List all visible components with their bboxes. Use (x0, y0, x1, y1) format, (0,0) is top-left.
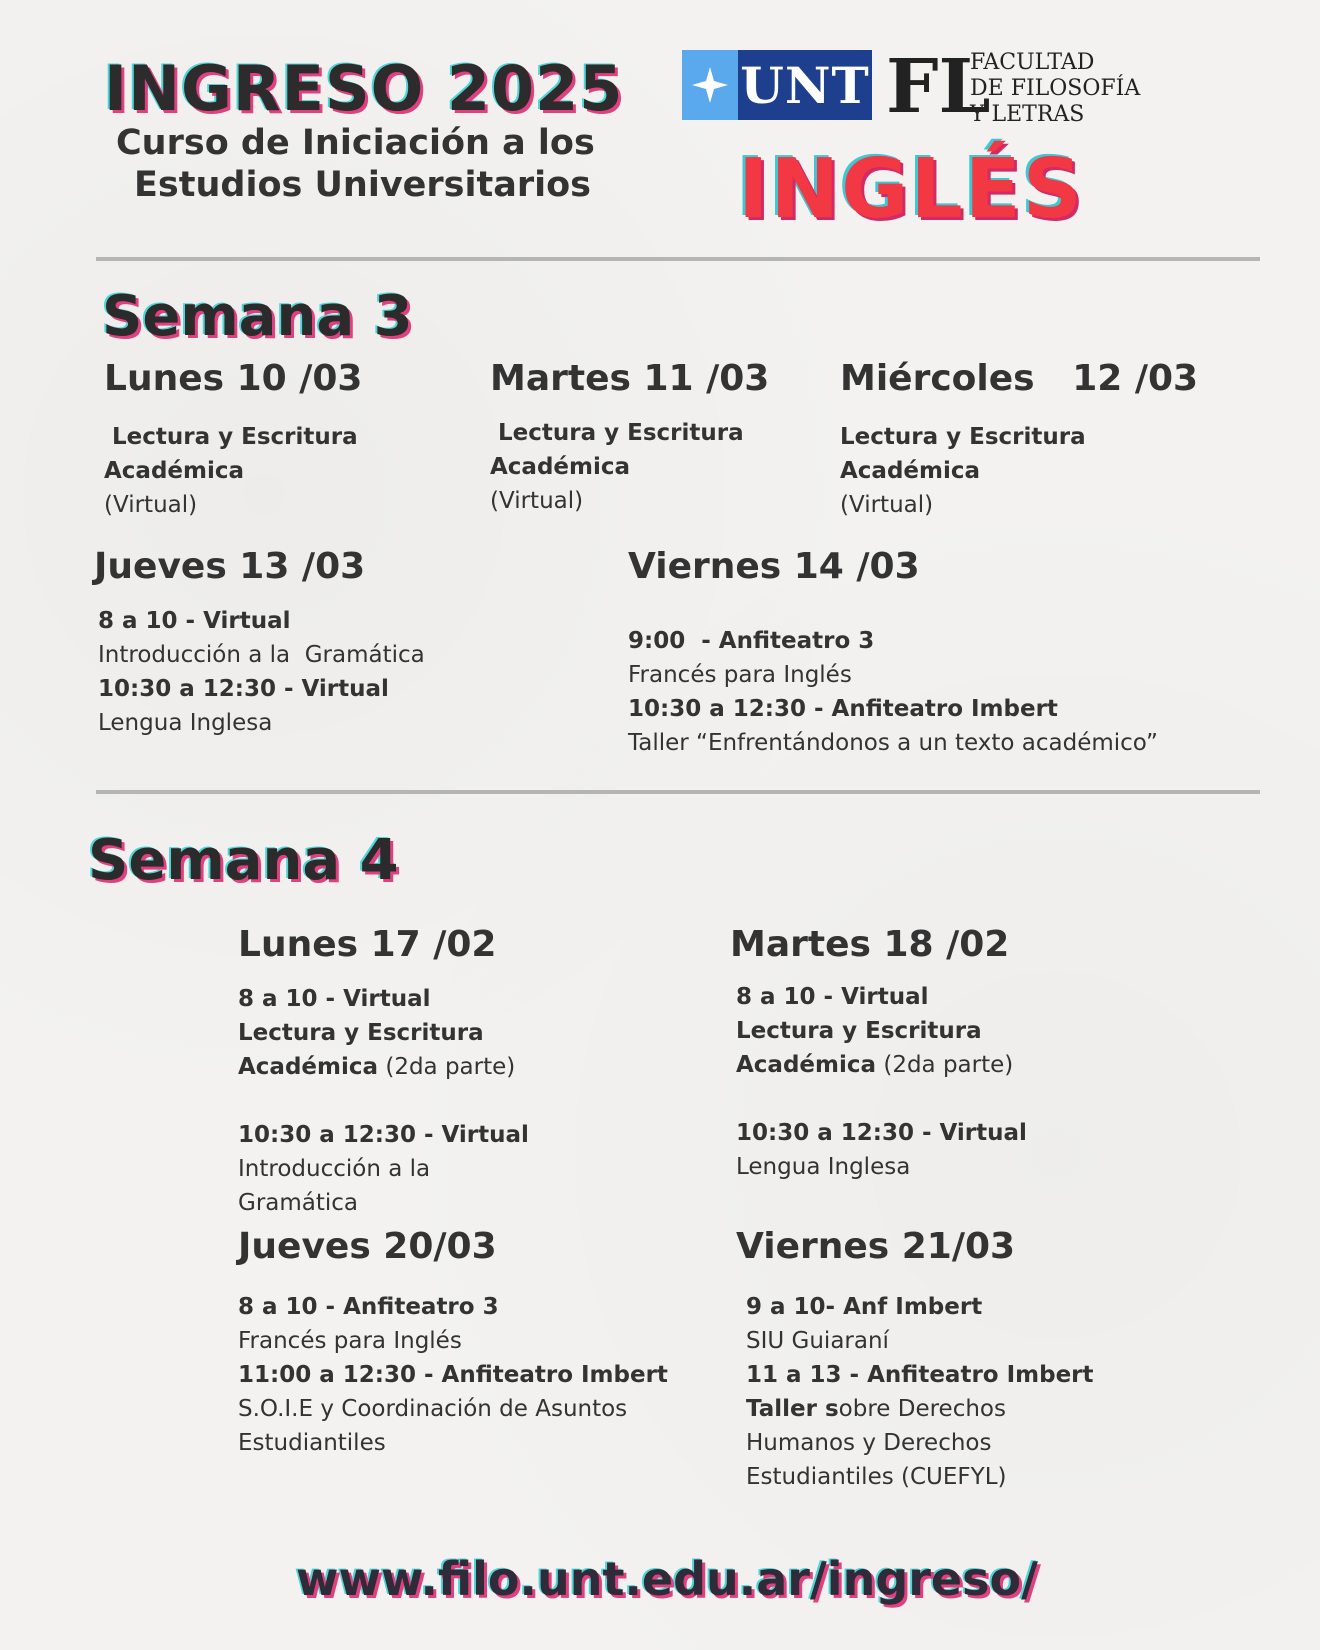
session-name: Francés para Inglés (628, 662, 852, 688)
day-heading: Viernes 14 /03 (628, 546, 920, 587)
session-time: 10:30 a 12:30 - Virtual (98, 676, 389, 702)
day-heading: Jueves 13 /03 (94, 546, 366, 587)
faculty-name-line2: DE FILOSOFÍA (970, 76, 1141, 101)
page-title: INGRESO 2025 (104, 52, 624, 125)
session-time: 9:00 - Anfiteatro 3 (628, 628, 875, 654)
subject-title: INGLÉS (738, 142, 1084, 237)
faculty-name-line1: FACULTAD (970, 50, 1095, 75)
session-name: Académica (840, 458, 981, 484)
session-modality: (Virtual) (490, 488, 584, 514)
day-heading: Lunes 10 /03 (104, 358, 363, 399)
session-name: Estudiantiles (238, 1430, 386, 1456)
session-name-bold: Académica (736, 1052, 877, 1078)
faculty-logo-mark: FL (886, 44, 991, 130)
session-name: Taller “Enfrentándonos a un texto académico” (628, 730, 1158, 756)
session-time: 9 a 10- Anf Imbert (746, 1294, 983, 1320)
session-time: 10:30 a 12:30 - Virtual (736, 1120, 1027, 1146)
session-name: Académica (104, 458, 245, 484)
session-name: SIU Guiaraní (746, 1328, 889, 1354)
session-note: (2da parte) (378, 1054, 516, 1080)
divider-top (96, 257, 1260, 261)
session-time: 8 a 10 - Virtual (98, 608, 291, 634)
session-name: Lectura y Escritura (498, 420, 744, 446)
session-name (736, 1048, 1013, 1082)
unt-logo (682, 50, 872, 120)
session-name: Humanos y Derechos (746, 1430, 992, 1456)
session-modality: (Virtual) (104, 492, 198, 518)
session-name: S.O.I.E y Coordinación de Asuntos (238, 1396, 628, 1422)
page-subtitle-line1: Curso de Iniciación a los (116, 123, 595, 163)
session-name-bold: Taller s (746, 1396, 839, 1422)
session-name: Lengua Inglesa (736, 1154, 911, 1180)
session-time: 10:30 a 12:30 - Virtual (238, 1122, 529, 1148)
day-heading: Martes 18 /02 (730, 924, 1010, 965)
star-icon (682, 50, 738, 120)
session-time: 8 a 10 - Virtual (238, 986, 431, 1012)
week-4-title: Semana 4 (88, 828, 399, 893)
session-name: Lectura y Escritura (736, 1018, 982, 1044)
session-time: 8 a 10 - Anfiteatro 3 (238, 1294, 499, 1320)
session-modality: (Virtual) (840, 492, 934, 518)
day-heading: Viernes 21/03 (736, 1226, 1016, 1267)
session-name-rest: obre Derechos (838, 1396, 1006, 1422)
page-subtitle-line2: Estudios Universitarios (134, 165, 591, 205)
day-heading: Lunes 17 /02 (238, 924, 497, 965)
session-name: Lectura y Escritura (112, 424, 358, 450)
day-heading: Jueves 20/03 (238, 1226, 497, 1267)
unt-logo-text: UNT (738, 50, 872, 120)
session-name (238, 1050, 515, 1084)
session-name: Introducción a la Gramática (98, 642, 425, 668)
day-heading: Martes 11 /03 (490, 358, 770, 399)
session-name: Académica (490, 454, 631, 480)
session-name: Lectura y Escritura (840, 424, 1086, 450)
faculty-name-line3: Y LETRAS (970, 102, 1085, 127)
session-time: 8 a 10 - Virtual (736, 984, 929, 1010)
session-name: Estudiantiles (CUEFYL) (746, 1464, 1007, 1490)
session-time: 10:30 a 12:30 - Anfiteatro Imbert (628, 696, 1058, 722)
session-name: Gramática (238, 1190, 359, 1216)
footer-url-link[interactable]: www.filo.unt.edu.ar/ingreso/ (296, 1552, 1038, 1606)
session-name: Lectura y Escritura (238, 1020, 484, 1046)
session-name-bold: Académica (238, 1054, 379, 1080)
session-time: 11 a 13 - Anfiteatro Imbert (746, 1362, 1094, 1388)
session-name: Francés para Inglés (238, 1328, 462, 1354)
session-note: (2da parte) (876, 1052, 1014, 1078)
session-name (746, 1392, 1006, 1426)
session-name: Introducción a la (238, 1156, 431, 1182)
session-name: Lengua Inglesa (98, 710, 273, 736)
day-heading: Miércoles 12 /03 (840, 358, 1199, 399)
divider-middle (96, 790, 1260, 794)
week-3-title: Semana 3 (102, 284, 413, 349)
session-time: 11:00 a 12:30 - Anfiteatro Imbert (238, 1362, 668, 1388)
